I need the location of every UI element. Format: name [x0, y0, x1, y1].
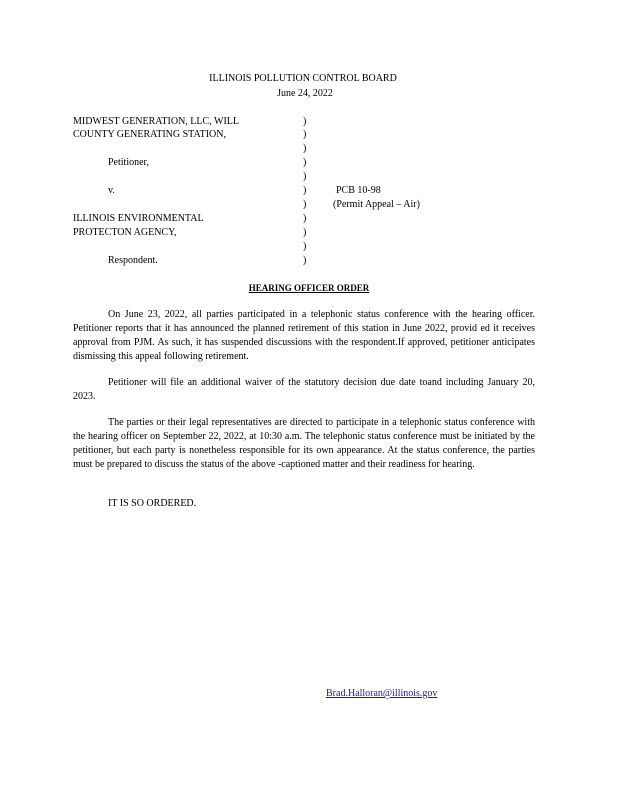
- petitioner-name-line2: COUNTY GENERATING STATION,: [73, 129, 226, 140]
- versus: v.: [108, 185, 115, 196]
- paren: ): [303, 116, 307, 127]
- paragraph-4: [73, 497, 535, 511]
- paragraph-1-text: On June 23, 2022, all parties participated in a telephonic status conference with the hearing officer. Petitioner reports that it has announced the planned retirement of this station in June 2022, provid ed it receives approval from PJM. As such, it has suspended discussions with the respondent.If approved, petitioner anticipates dismissing this appeal following retirement.: [73, 309, 535, 362]
- petitioner-role: Petitioner,: [108, 157, 149, 168]
- paren: ): [303, 213, 307, 224]
- paren: ): [303, 255, 307, 266]
- paren: ): [303, 199, 307, 210]
- paren: ): [303, 241, 307, 252]
- paren: ): [303, 227, 307, 238]
- paragraph-3: [73, 416, 535, 472]
- order-title: HEARING OFFICER ORDER: [248, 283, 370, 293]
- paren: ): [303, 143, 307, 154]
- respondent-role: Respondent.: [108, 255, 158, 266]
- order-date: June 24, 2022: [277, 88, 333, 99]
- case-number: PCB 10-98: [336, 185, 381, 196]
- paragraph-2: [73, 376, 535, 404]
- paren: ): [303, 171, 307, 182]
- paren: ): [303, 129, 307, 140]
- paren: ): [303, 157, 307, 168]
- respondent-name-line2: PROTECTON AGENCY,: [73, 227, 177, 238]
- respondent-name-line1: ILLINOIS ENVIRONMENTAL: [73, 213, 204, 224]
- paragraph-1: [73, 308, 535, 364]
- paren: ): [303, 185, 307, 196]
- petitioner-name-line1: MIDWEST GENERATION, LLC, WILL: [73, 116, 239, 127]
- case-type: (Permit Appeal – Air): [333, 199, 420, 210]
- paragraph-2-text: Petitioner will file an additional waiver of the statutory decision due date toand including January 20, 2023.: [73, 377, 535, 402]
- paragraph-3-text: The parties or their legal representatives are directed to participate in a telephonic status conference with the hearing officer on September 22, 2022, at 10:30 a.m. The telephonic status conference must be initiated by the petitioner, but each party is nonetheless responsible for its own appearance. At the status conference, the parties must be prepared to discuss the status of the above -captioned matter and their readiness for hearing.: [73, 417, 535, 470]
- paragraph-4-text: IT IS SO ORDERED.: [108, 498, 197, 509]
- hearing-officer-email-link[interactable]: Brad.Halloran@illinois.gov: [326, 688, 438, 699]
- board-name: ILLINOIS POLLUTION CONTROL BOARD: [209, 73, 397, 84]
